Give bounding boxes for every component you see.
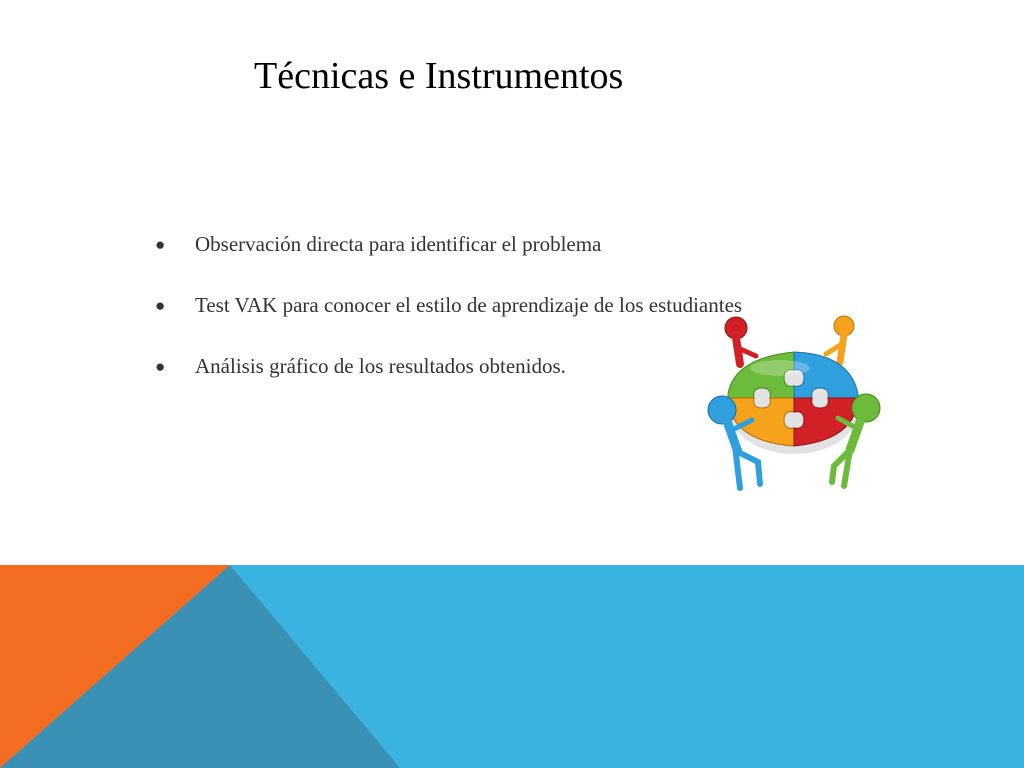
bullet-dot-icon: ●	[155, 296, 166, 315]
bullet-item	[155, 214, 775, 275]
bullet-text: Observación directa para identificar el problema	[195, 232, 602, 256]
bullet-dot-icon: ●	[155, 357, 166, 376]
footer-decoration	[0, 565, 1024, 768]
bullet-item	[155, 336, 775, 397]
bullet-list	[155, 214, 775, 397]
bullet-text: Test VAK para conocer el estilo de aprendizaje de los estudiantes	[195, 293, 743, 317]
puzzle-teamwork-illustration	[700, 312, 890, 494]
puzzle-disk	[728, 352, 860, 454]
slide-title: Técnicas e Instrumentos	[254, 55, 624, 97]
bullet-text: Análisis gráfico de los resultados obtenidos.	[195, 354, 566, 378]
red-figure	[725, 317, 756, 364]
orange-figure	[826, 316, 854, 362]
bullet-dot-icon: ●	[155, 235, 166, 254]
bullet-item	[155, 275, 775, 336]
